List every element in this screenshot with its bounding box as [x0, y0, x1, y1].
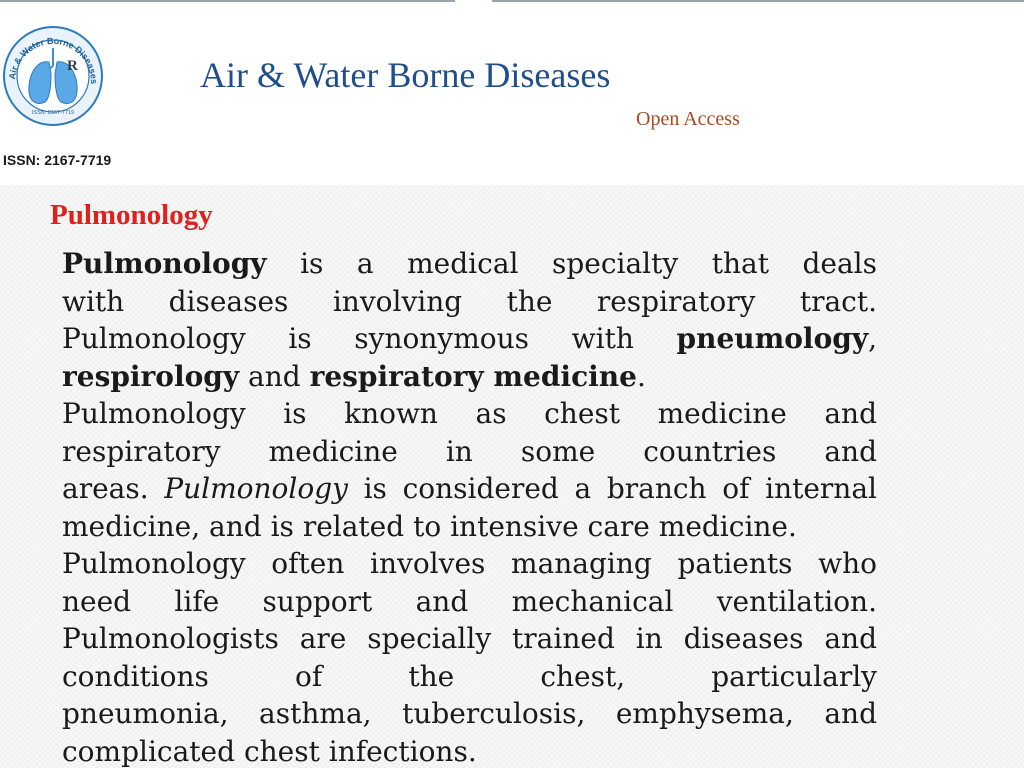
body-text-segment: respiratory medicine in some countries and — [62, 434, 877, 468]
issn-label: ISSN: 2167-7719 — [3, 152, 112, 168]
emphasized-term: Pulmonology — [62, 247, 267, 280]
body-line — [62, 583, 877, 621]
body-line — [62, 358, 877, 396]
body-text-segment: need life support and mechanical ventilation. — [62, 584, 877, 618]
open-access-label: Open Access — [636, 108, 740, 130]
logo-rx-mark: R — [67, 58, 78, 74]
italic-term: Pulmonology — [164, 472, 348, 505]
body-text-segment: areas. — [62, 472, 165, 505]
body-line — [62, 658, 877, 696]
body-line — [62, 433, 877, 471]
body-line — [62, 695, 877, 733]
body-text — [62, 245, 877, 768]
slide-content — [0, 185, 1024, 768]
emphasized-term: respiratory medicine — [309, 359, 637, 393]
body-text-segment: and — [239, 359, 310, 393]
body-text-segment: Pulmonology often involves managing patients who — [62, 547, 877, 580]
body-text-segment: with diseases involving the respiratory tract. — [62, 284, 877, 318]
body-line — [62, 545, 877, 583]
body-line — [62, 283, 877, 321]
body-text-segment: conditions of the chest, particularly — [62, 659, 877, 693]
body-line — [62, 470, 877, 508]
body-line — [62, 395, 877, 433]
body-text-segment: Pulmonology is synonymous with — [62, 322, 677, 355]
body-line — [62, 620, 877, 658]
body-line — [62, 320, 877, 358]
emphasized-term: respirology — [62, 359, 240, 393]
body-text-segment: , — [868, 322, 877, 355]
logo-ring-text: Air & Water Borne Diseases — [7, 35, 100, 85]
body-text-segment: Pulmonology is known as chest medicine and — [62, 397, 877, 430]
body-text-segment: pneumonia, asthma, tuberculosis, emphysema, and — [62, 697, 877, 730]
body-text-segment: medicine, and is related to intensive care medicine. — [62, 509, 797, 543]
body-line — [62, 245, 877, 283]
logo-issn-small: ISSN: 2167-7719 — [31, 110, 75, 116]
emphasized-term: pneumology — [676, 322, 869, 355]
body-text-segment: . — [636, 359, 646, 393]
body-text-segment: is considered a branch of internal — [347, 472, 877, 505]
body-line — [62, 733, 877, 768]
journal-header — [0, 2, 1024, 185]
body-text-segment: complicated chest infections. — [62, 734, 477, 768]
section-title: Pulmonology — [50, 199, 213, 231]
journal-logo-icon — [1, 16, 105, 141]
body-line — [62, 508, 877, 546]
body-text-segment: is a medical specialty that deals — [266, 247, 877, 280]
body-text-segment: Pulmonologists are specially trained in diseases and — [62, 622, 877, 655]
journal-title: Air & Water Borne Diseases — [200, 55, 611, 95]
